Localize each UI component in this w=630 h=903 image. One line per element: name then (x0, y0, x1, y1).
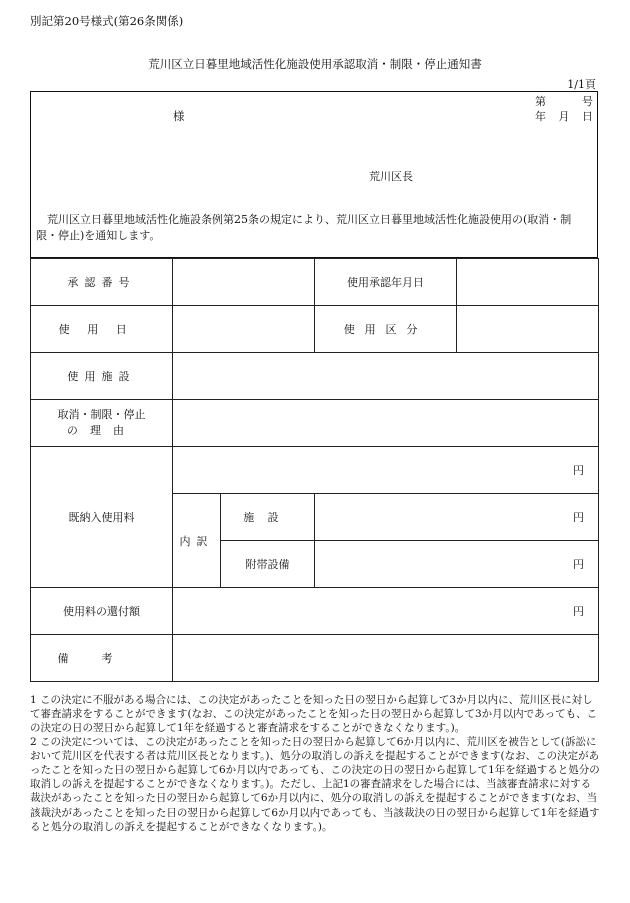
usage-category-label: 使用区分 (315, 306, 457, 353)
reason-label-line2: の理由 (66, 424, 137, 437)
recipient-honorific: 様 (173, 109, 185, 123)
remarks-label: 備考 (31, 635, 173, 682)
issue-date-line (535, 108, 593, 124)
refund-label: 使用料の還付額 (31, 588, 173, 635)
document-number-line (535, 93, 593, 109)
form-number-label: 別記第20号様式(第26条関係) (30, 14, 184, 28)
notice-details-table (30, 258, 599, 682)
paid-fee-label: 既納入使用料 (31, 447, 173, 588)
month-label: 月 (558, 110, 570, 123)
notice-text: 荒川区立日暮里地域活性化施設条例第25条の規定により、荒川区立日暮里地域活性化施設使用の(取消・制限・停止)を通知します。 (36, 213, 572, 242)
day-label: 日 (582, 110, 593, 123)
reason-label-line1: 取消・制限・停止 (57, 407, 146, 421)
facility-item-label: 施設 (221, 494, 315, 541)
sender-name: 荒川区長 (369, 170, 413, 183)
refund-amount: 円 (173, 588, 599, 635)
equipment-item-label: 附帯設備 (221, 541, 315, 588)
go-label: 号 (582, 95, 593, 108)
usage-category-value (457, 306, 599, 353)
appeal-notes (30, 693, 600, 834)
appeal-note-2: 2 この決定については、この決定があったことを知った日の翌日から起算して6か月以内に、荒川区を被告として(訴訟において荒川区を代表する者は荒川区長となります。)、処分の取消しの訴えを提起することができます(なお、この決定があったことを知った日の翌日から起算して6か月以内であっても、この決定の日の翌日から起算して1年を経過すると処分の取消しの訴えを提起することができなくなります。)。ただし、上記1の審査請求をした場合には、当該審査請求に対する裁決があったことを知った日の翌日から起算して6か月以内に、処分の取消しの訴えを提起することができます(なお、当該裁決があったことを知った日の翌日から起算して6か月以内であっても、当該裁決の日の翌日から起算して1年を経過すると処分の取消しの訴えを提起することができなくなります。)。 (30, 736, 600, 833)
page-number: 1/1頁 (567, 78, 596, 91)
breakdown-label: 内訳 (173, 494, 221, 588)
reason-value (173, 400, 599, 447)
approval-number-label: 承認番号 (31, 259, 173, 306)
usage-date-label: 使用日 (31, 306, 173, 353)
approval-date-label: 使用承認年月日 (315, 259, 457, 306)
usage-date-value (173, 306, 315, 353)
dai-label: 第 (535, 95, 546, 108)
equipment-item-amount: 円 (315, 541, 599, 588)
document-title: 荒川区立日暮里地域活性化施設使用承認取消・制限・停止通知書 (148, 57, 482, 71)
facility-item-amount: 円 (315, 494, 599, 541)
paid-fee-total: 円 (173, 447, 599, 494)
reason-label (31, 400, 173, 447)
approval-date-value (457, 259, 599, 306)
appeal-note-1: 1 この決定に不服がある場合には、この決定があったことを知った日の翌日から起算して3か月以内に、荒川区長に対して審査請求をすることができます(なお、この決定があったことを知った日の翌日から起算して3か月以内であっても、この決定の日の翌日から起算して1年を経過すると審査請求をすることができなくなります。)。 (30, 694, 598, 735)
approval-number-value (173, 259, 315, 306)
facility-value (173, 353, 599, 400)
facility-label: 使用施設 (31, 353, 173, 400)
remarks-value (173, 635, 599, 682)
year-label: 年 (535, 110, 546, 123)
